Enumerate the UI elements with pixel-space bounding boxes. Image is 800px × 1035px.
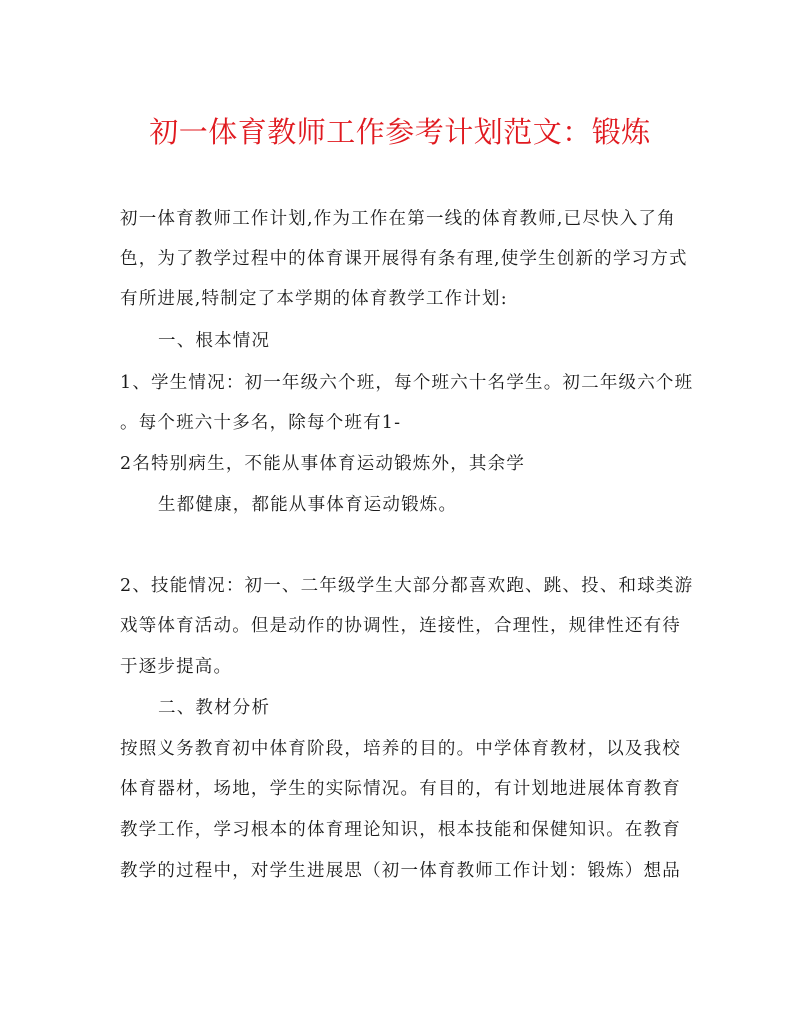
paragraph-line: 2名特别病生，不能从事体育运动锻炼外，其余学	[120, 454, 526, 474]
paragraph-line: 于逐步提高。	[120, 657, 233, 677]
section-heading: 一、根本情况	[158, 331, 271, 351]
paragraph-line: 体育器材，场地，学生的实际情况。有目的，有计划地进展体育教育	[120, 779, 681, 799]
paragraph-line: 色，为了教学过程中的体育课开展得有条有理,使学生创新的学习方式	[120, 249, 688, 269]
paragraph-line: 教学工作，学习根本的体育理论知识，根本技能和保健知识。在教育	[120, 820, 681, 840]
paragraph-line: 2、技能情况：初一、二年级学生大部分都喜欢跑、跳、投、和球类游	[120, 576, 694, 596]
paragraph-line: 按照义务教育初中体育阶段，培养的目的。中学体育教材，以及我校	[120, 739, 681, 759]
paragraph-line: 生都健康，都能从事体育运动锻炼。	[158, 495, 458, 515]
document-title: 初一体育教师工作参考计划范文：锻炼	[149, 115, 651, 149]
section-heading: 二、教材分析	[158, 698, 271, 718]
paragraph-line: 有所进展,特制定了本学期的体育教学工作计划:	[120, 289, 508, 309]
paragraph-line: 。每个班六十多名，除每个班有1-	[120, 413, 402, 433]
paragraph-line: 初一体育教师工作计划,作为工作在第一线的体育教师,已尽快入了角	[120, 209, 676, 229]
paragraph-line: 1、学生情况：初一年级六个班，每个班六十名学生。初二年级六个班	[120, 373, 694, 393]
paragraph-line: 戏等体育活动。但是动作的协调性，连接性，合理性，规律性还有待	[120, 616, 681, 636]
paragraph-line: 教学的过程中，对学生进展思（初一体育教师工作计划：锻炼）想品	[120, 861, 681, 881]
